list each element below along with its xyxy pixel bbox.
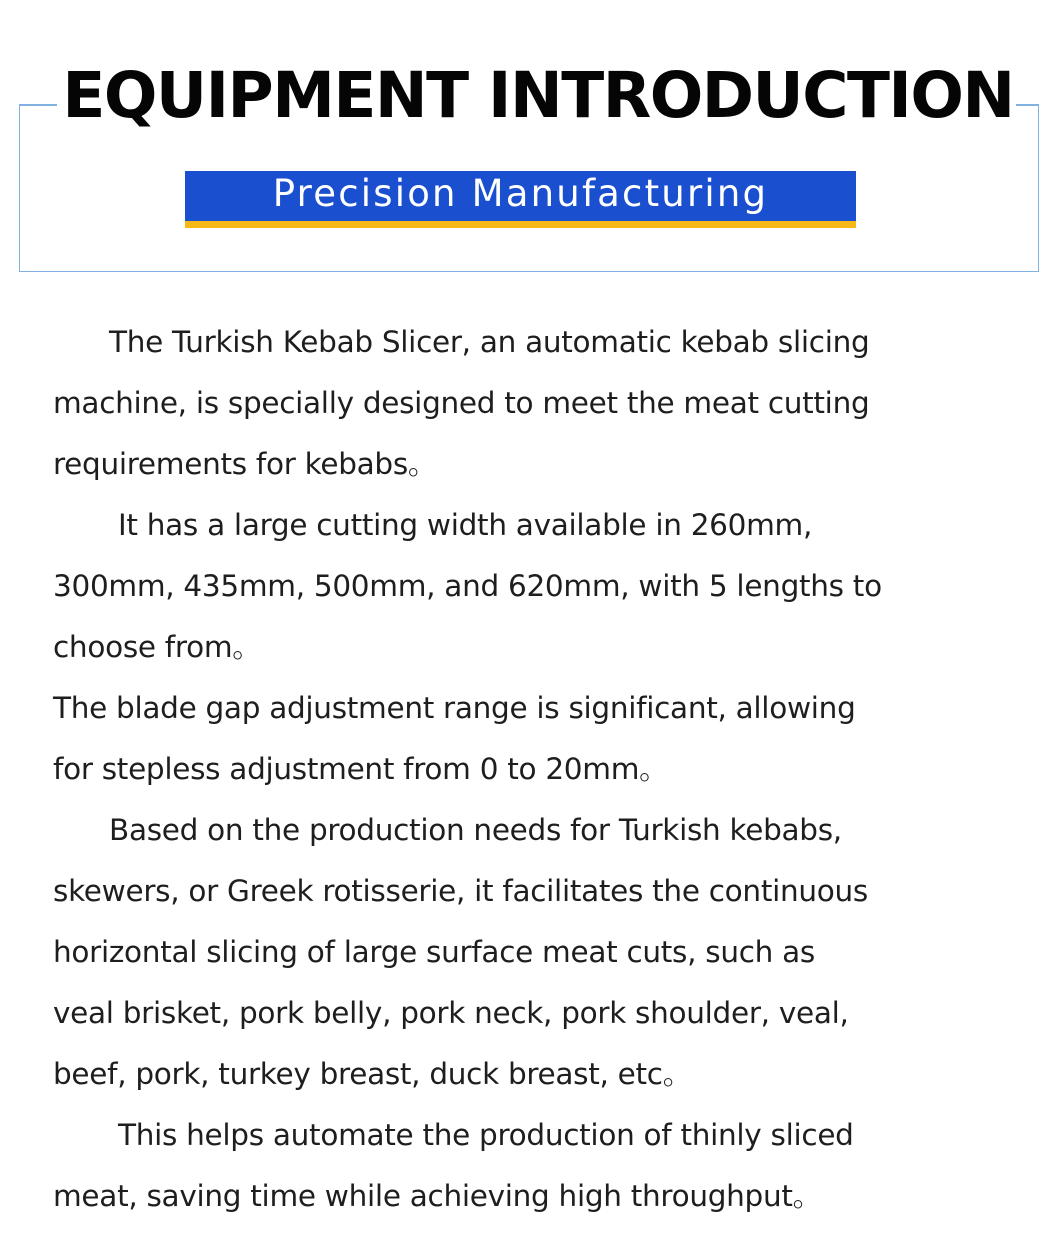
banner-yellow-underline	[185, 221, 856, 228]
paragraph-2	[53, 495, 1013, 678]
text-line: This helps automate the production of thinly sliced	[118, 1118, 854, 1152]
paragraph-4	[53, 800, 1013, 1105]
page-title: EQUIPMENT INTRODUCTION	[62, 59, 1014, 132]
subtitle-banner	[185, 171, 856, 228]
text-line: 300mm, 435mm, 500mm, and 620mm, with 5 lengths to	[53, 569, 882, 603]
text-line: meat, saving time while achieving high throughput。	[53, 1179, 822, 1213]
text-line: for stepless adjustment from 0 to 20mm。	[53, 752, 669, 786]
paragraph-5	[53, 1105, 1013, 1227]
text-line: It has a large cutting width available in 260mm,	[118, 508, 813, 542]
text-line: choose from。	[53, 630, 262, 664]
text-line: beef, pork, turkey breast, duck breast, etc。	[53, 1057, 692, 1091]
text-line: machine, is specially designed to meet the meat cutting	[53, 386, 870, 420]
text-line: skewers, or Greek rotisserie, it facilitates the continuous	[53, 874, 868, 908]
text-line: veal brisket, pork belly, pork neck, pork shoulder, veal,	[53, 996, 849, 1030]
text-line: Based on the production needs for Turkish kebabs,	[109, 813, 842, 847]
paragraph-3	[53, 678, 1013, 800]
text-line: The blade gap adjustment range is significant, allowing	[53, 691, 856, 725]
paragraph-1	[53, 312, 1013, 495]
description-body	[53, 312, 1013, 1227]
text-line: horizontal slicing of large surface meat cuts, such as	[53, 935, 815, 969]
text-line: requirements for kebabs。	[53, 447, 438, 481]
text-line: The Turkish Kebab Slicer, an automatic kebab slicing	[109, 325, 870, 359]
banner-subtitle: Precision Manufacturing	[272, 172, 769, 215]
